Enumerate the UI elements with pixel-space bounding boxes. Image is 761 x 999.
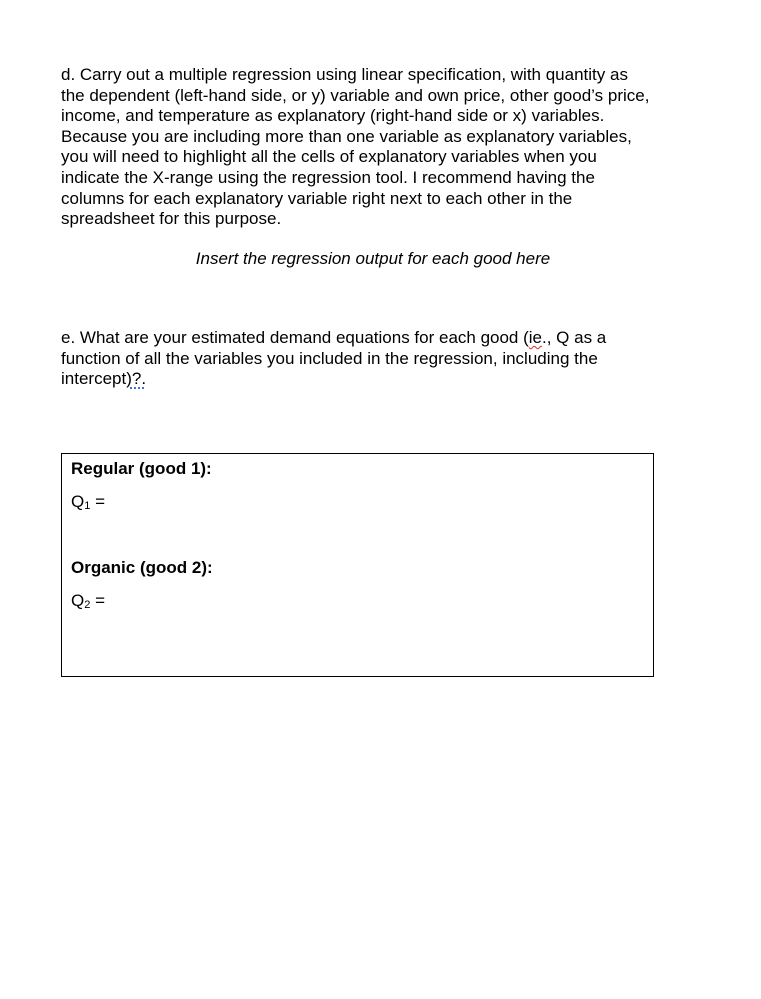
part-e-text: ., Q as a	[542, 328, 607, 347]
part-d-line: you will need to highlight all the cells of explanatory variables when you	[61, 147, 597, 167]
part-d-line: spreadsheet for this purpose.	[61, 209, 282, 229]
part-e-line-1	[61, 328, 606, 349]
part-e-line-3	[61, 369, 606, 390]
spellcheck-flagged-word[interactable]: ie	[528, 328, 543, 347]
answer-box[interactable]	[61, 453, 654, 677]
part-d-line: the dependent (left-hand side, or y) variable and own price, other good’s price,	[61, 85, 650, 105]
part-d-line: d. Carry out a multiple regression using linear specification, with quantity as	[61, 65, 628, 84]
good2-equation[interactable]	[71, 591, 105, 615]
part-e-paragraph	[61, 328, 606, 390]
part-e-text: intercept	[61, 369, 127, 389]
good1-var: Q	[71, 492, 85, 511]
good1-equals: =	[95, 492, 106, 511]
grammar-flagged-text[interactable]: )?.	[126, 369, 147, 389]
good2-var: Q	[71, 591, 85, 610]
good1-subscript: 1	[84, 500, 91, 512]
part-d-line: Because you are including more than one variable as explanatory variables,	[61, 126, 632, 146]
good2-equals: =	[95, 591, 106, 610]
good2-subscript: 2	[84, 599, 91, 611]
good1-equation[interactable]	[71, 492, 105, 516]
good2-heading: Organic (good 2):	[71, 558, 213, 577]
insert-output-instruction: Insert the regression output for each good here	[195, 249, 551, 268]
part-d-line: indicate the X-range using the regression tool. I recommend having the	[61, 167, 595, 187]
part-e-text: e. What are your estimated demand equations for each good (	[61, 328, 529, 347]
part-d-line: columns for each explanatory variable right next to each other in the	[61, 188, 573, 208]
part-e-line-2: function of all the variables you included in the regression, including the	[61, 348, 598, 368]
good1-heading: Regular (good 1):	[71, 459, 212, 478]
part-d-paragraph	[61, 65, 649, 230]
part-d-line: income, and temperature as explanatory (right-hand side or x) variables.	[61, 106, 605, 126]
